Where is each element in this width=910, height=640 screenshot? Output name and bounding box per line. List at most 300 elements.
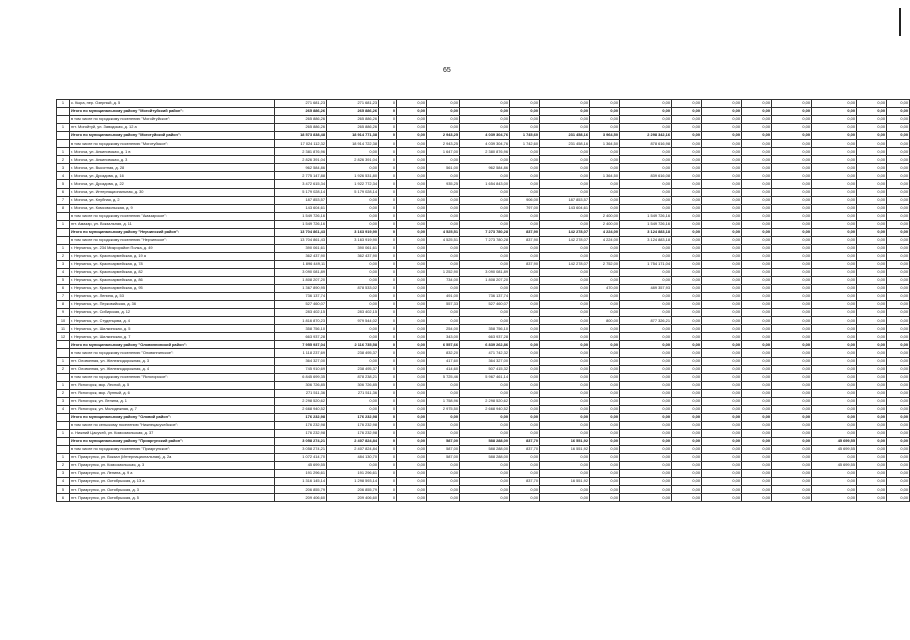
value-cell-12: 0,00 xyxy=(702,462,742,470)
value-cell-15: 0,00 xyxy=(812,309,857,317)
row-number-cell xyxy=(57,132,70,140)
value-cell-7: 0,00 xyxy=(510,108,540,116)
value-cell-5: 557,33 xyxy=(427,301,460,309)
value-cell-8: 0,00 xyxy=(540,301,590,309)
value-cell-10: 1 754 171,04 xyxy=(620,260,672,268)
value-cell-9: 0,00 xyxy=(590,244,620,252)
value-cell-14: 0,00 xyxy=(772,494,812,502)
address-cell: в том числе по городскому поселению "Моготуйское": xyxy=(70,140,275,148)
value-cell-6: 663 937,28 xyxy=(460,333,510,341)
value-cell-17: 0,00 xyxy=(887,293,910,301)
value-cell-6: 0,00 xyxy=(460,172,510,180)
value-cell-2: 306 726,85 xyxy=(327,381,379,389)
row-number-cell: 2 xyxy=(57,462,70,470)
value-cell-11: 0,00 xyxy=(672,470,702,478)
value-cell-12: 0,00 xyxy=(702,349,742,357)
value-cell-1: 306 726,85 xyxy=(275,381,327,389)
value-cell-13: 0,00 xyxy=(742,100,772,108)
value-cell-4: 0,00 xyxy=(397,381,427,389)
value-cell-5: 587,00 xyxy=(427,454,460,462)
value-cell-9: 0,00 xyxy=(590,373,620,381)
value-cell-17: 0,00 xyxy=(887,220,910,228)
value-cell-15: 0,00 xyxy=(812,132,857,140)
value-cell-3: 0 xyxy=(379,268,397,276)
value-cell-16: 0,00 xyxy=(857,325,887,333)
table-row xyxy=(57,252,910,260)
value-cell-11: 0,00 xyxy=(672,244,702,252)
value-cell-1: 143 604,61 xyxy=(275,204,327,212)
row-number-cell xyxy=(57,341,70,349)
value-cell-2: 878 238,21 xyxy=(327,373,379,381)
address-cell: пгт. Ясногорск, ул. Молодежная, д. 7 xyxy=(70,405,275,413)
value-cell-6: 6 839 262,86 xyxy=(460,341,510,349)
value-cell-17: 0,00 xyxy=(887,373,910,381)
value-cell-6: 0,00 xyxy=(460,220,510,228)
value-cell-14: 0,00 xyxy=(772,220,812,228)
value-cell-16: 0,00 xyxy=(857,108,887,116)
value-cell-9: 0,00 xyxy=(590,389,620,397)
value-cell-10: 0,00 xyxy=(620,373,672,381)
value-cell-1: 3 058 274,21 xyxy=(275,446,327,454)
value-cell-14: 0,00 xyxy=(772,228,812,236)
value-cell-17: 0,00 xyxy=(887,333,910,341)
value-cell-2: 0,00 xyxy=(327,268,379,276)
address-cell: в том числе по городскому поселению "Приаргунское": xyxy=(70,446,275,454)
value-cell-12: 0,00 xyxy=(702,244,742,252)
value-cell-5: 0,00 xyxy=(427,421,460,429)
value-cell-9: 0,00 xyxy=(590,148,620,156)
value-cell-14: 0,00 xyxy=(772,437,812,445)
address-cell: г. Могоча, ул. Комсомольская, д. 9 xyxy=(70,204,275,212)
value-cell-10: 0,00 xyxy=(620,421,672,429)
value-cell-16: 0,00 xyxy=(857,341,887,349)
value-cell-2: 1 922 772,34 xyxy=(327,180,379,188)
value-cell-17: 0,00 xyxy=(887,365,910,373)
value-cell-12: 0,00 xyxy=(702,325,742,333)
value-cell-8: 142 278,07 xyxy=(540,260,590,268)
value-cell-7: 0,00 xyxy=(510,462,540,470)
value-cell-8: 0,00 xyxy=(540,285,590,293)
value-cell-10: 878 616,98 xyxy=(620,140,672,148)
value-cell-8: 142 278,07 xyxy=(540,228,590,236)
value-cell-3: 0 xyxy=(379,204,397,212)
value-cell-17: 0,00 xyxy=(887,301,910,309)
value-cell-11: 0,00 xyxy=(672,437,702,445)
value-cell-4: 0,00 xyxy=(397,100,427,108)
value-cell-7: 0,00 xyxy=(510,116,540,124)
value-cell-14: 0,00 xyxy=(772,486,812,494)
value-cell-9: 0,00 xyxy=(590,196,620,204)
value-cell-15: 45 699,55 xyxy=(812,437,857,445)
value-cell-2: 271 681,23 xyxy=(327,100,379,108)
value-cell-17: 0,00 xyxy=(887,277,910,285)
value-cell-14: 0,00 xyxy=(772,236,812,244)
value-cell-2: 18 914 771,38 xyxy=(327,132,379,140)
row-number-cell: 2 xyxy=(57,389,70,397)
value-cell-11: 0,00 xyxy=(672,486,702,494)
value-cell-10: 0,00 xyxy=(620,462,672,470)
table-row xyxy=(57,100,910,108)
value-cell-17: 0,00 xyxy=(887,204,910,212)
row-number-cell xyxy=(57,446,70,454)
value-cell-3: 0 xyxy=(379,341,397,349)
value-cell-6: 0,00 xyxy=(460,100,510,108)
value-cell-9: 2 752,00 xyxy=(590,260,620,268)
value-cell-13: 0,00 xyxy=(742,228,772,236)
value-cell-10: 489 357,93 xyxy=(620,285,672,293)
value-cell-12: 0,00 xyxy=(702,220,742,228)
row-number-cell: 8 xyxy=(57,204,70,212)
value-cell-17: 0,00 xyxy=(887,437,910,445)
value-cell-16: 0,00 xyxy=(857,164,887,172)
value-cell-12: 0,00 xyxy=(702,277,742,285)
value-cell-16: 0,00 xyxy=(857,244,887,252)
row-number-cell: 3 xyxy=(57,470,70,478)
value-cell-6: 0,00 xyxy=(460,108,510,116)
value-cell-3: 0 xyxy=(379,172,397,180)
value-cell-7: 0,00 xyxy=(510,373,540,381)
value-cell-15: 0,00 xyxy=(812,196,857,204)
value-cell-11: 0,00 xyxy=(672,317,702,325)
value-cell-15: 0,00 xyxy=(812,357,857,365)
value-cell-6: 0,00 xyxy=(460,421,510,429)
table-row xyxy=(57,172,910,180)
value-cell-14: 0,00 xyxy=(772,357,812,365)
value-cell-11: 0,00 xyxy=(672,260,702,268)
value-cell-17: 0,00 xyxy=(887,252,910,260)
value-cell-14: 0,00 xyxy=(772,365,812,373)
value-cell-1: 663 937,28 xyxy=(275,333,327,341)
value-cell-13: 0,00 xyxy=(742,373,772,381)
value-cell-11: 0,00 xyxy=(672,204,702,212)
value-cell-11: 0,00 xyxy=(672,341,702,349)
value-cell-9: 0,00 xyxy=(590,204,620,212)
table-row xyxy=(57,486,910,494)
value-cell-17: 0,00 xyxy=(887,196,910,204)
table-row xyxy=(57,132,910,140)
value-cell-3: 0 xyxy=(379,309,397,317)
value-cell-4: 0,00 xyxy=(397,421,427,429)
value-cell-2: 0,00 xyxy=(327,325,379,333)
value-cell-6: 0,00 xyxy=(460,486,510,494)
value-cell-15: 0,00 xyxy=(812,172,857,180)
value-cell-10: 2 298 342,16 xyxy=(620,132,672,140)
value-cell-3: 0 xyxy=(379,357,397,365)
value-cell-9: 0,00 xyxy=(590,277,620,285)
value-cell-16: 0,00 xyxy=(857,478,887,486)
value-cell-12: 0,00 xyxy=(702,309,742,317)
value-cell-4: 0,00 xyxy=(397,212,427,220)
value-cell-3: 0 xyxy=(379,454,397,462)
value-cell-9: 0,00 xyxy=(590,429,620,437)
value-cell-11: 0,00 xyxy=(672,405,702,413)
value-cell-3: 0 xyxy=(379,140,397,148)
value-cell-4: 0,00 xyxy=(397,317,427,325)
table-row xyxy=(57,244,910,252)
value-cell-11: 0,00 xyxy=(672,188,702,196)
value-cell-1: 362 437,90 xyxy=(275,252,327,260)
address-cell: пгт. Ясногорск, мкр. Лесной, д. 5 xyxy=(70,381,275,389)
value-cell-14: 0,00 xyxy=(772,116,812,124)
value-cell-4: 0,00 xyxy=(397,116,427,124)
value-cell-4: 0,00 xyxy=(397,309,427,317)
value-cell-17: 0,00 xyxy=(887,478,910,486)
value-cell-2: 979 544,02 xyxy=(327,317,379,325)
value-cell-16: 0,00 xyxy=(857,293,887,301)
value-cell-16: 0,00 xyxy=(857,140,887,148)
address-cell: пгт. Приаргунск, ул. Ленина, д. 9 а xyxy=(70,470,275,478)
value-cell-9: 0,00 xyxy=(590,325,620,333)
value-cell-10: 0,00 xyxy=(620,116,672,124)
value-cell-12: 0,00 xyxy=(702,148,742,156)
value-cell-4: 0,00 xyxy=(397,164,427,172)
value-cell-1: 176 232,98 xyxy=(275,413,327,421)
value-cell-13: 0,00 xyxy=(742,196,772,204)
value-cell-3: 0 xyxy=(379,285,397,293)
value-cell-16: 0,00 xyxy=(857,260,887,268)
address-cell: г. Нерчинск, ул. Красноармейская, д. 19 а xyxy=(70,252,275,260)
value-cell-13: 0,00 xyxy=(742,470,772,478)
value-cell-6: 364 327,00 xyxy=(460,357,510,365)
value-cell-10: 0,00 xyxy=(620,252,672,260)
value-cell-9: 1 364,50 xyxy=(590,172,620,180)
value-cell-11: 0,00 xyxy=(672,349,702,357)
value-cell-17: 0,00 xyxy=(887,148,910,156)
value-cell-15: 0,00 xyxy=(812,228,857,236)
value-cell-9: 0,00 xyxy=(590,454,620,462)
value-cell-5: 0,00 xyxy=(427,470,460,478)
value-cell-7: 0,00 xyxy=(510,454,540,462)
value-cell-5: 0,00 xyxy=(427,100,460,108)
value-cell-16: 0,00 xyxy=(857,446,887,454)
value-cell-4: 0,00 xyxy=(397,373,427,381)
value-cell-15: 0,00 xyxy=(812,454,857,462)
value-cell-8: 0,00 xyxy=(540,349,590,357)
value-cell-3: 0 xyxy=(379,478,397,486)
page-edge-mark xyxy=(899,8,901,36)
value-cell-11: 0,00 xyxy=(672,180,702,188)
value-cell-17: 0,00 xyxy=(887,108,910,116)
value-cell-1: 2 298 520,62 xyxy=(275,397,327,405)
value-cell-14: 0,00 xyxy=(772,108,812,116)
value-cell-1: 265 886,26 xyxy=(275,124,327,132)
value-cell-12: 0,00 xyxy=(702,100,742,108)
value-cell-15: 0,00 xyxy=(812,140,857,148)
value-cell-14: 0,00 xyxy=(772,188,812,196)
row-number-cell: 6 xyxy=(57,188,70,196)
value-cell-17: 0,00 xyxy=(887,325,910,333)
value-cell-16: 0,00 xyxy=(857,309,887,317)
value-cell-11: 0,00 xyxy=(672,124,702,132)
value-cell-15: 0,00 xyxy=(812,365,857,373)
value-cell-14: 0,00 xyxy=(772,293,812,301)
value-cell-15: 0,00 xyxy=(812,156,857,164)
value-cell-13: 0,00 xyxy=(742,172,772,180)
value-cell-5: 734,00 xyxy=(427,277,460,285)
value-cell-8: 0,00 xyxy=(540,164,590,172)
value-cell-9: 0,00 xyxy=(590,164,620,172)
table-body xyxy=(57,100,910,502)
value-cell-7: 0,00 xyxy=(510,188,540,196)
value-cell-11: 0,00 xyxy=(672,132,702,140)
value-cell-8: 0,00 xyxy=(540,172,590,180)
value-cell-2: 1 926 531,80 xyxy=(327,172,379,180)
value-cell-3: 0 xyxy=(379,188,397,196)
value-cell-3: 0 xyxy=(379,317,397,325)
table-row xyxy=(57,148,910,156)
value-cell-6: 0,00 xyxy=(460,381,510,389)
value-cell-2: 878 533,02 xyxy=(327,285,379,293)
table-row xyxy=(57,277,910,285)
value-cell-3: 0 xyxy=(379,244,397,252)
value-cell-2: 0,00 xyxy=(327,293,379,301)
table-row xyxy=(57,204,910,212)
value-cell-3: 0 xyxy=(379,164,397,172)
value-cell-2: 0,00 xyxy=(327,148,379,156)
value-cell-12: 0,00 xyxy=(702,156,742,164)
value-cell-2: 283 402,15 xyxy=(327,309,379,317)
table-row xyxy=(57,285,910,293)
value-cell-16: 0,00 xyxy=(857,285,887,293)
value-cell-13: 0,00 xyxy=(742,140,772,148)
address-cell: Итого по муниципальному району "Могойтуйский район": xyxy=(70,108,275,116)
value-cell-7: 0,00 xyxy=(510,100,540,108)
value-cell-14: 0,00 xyxy=(772,268,812,276)
value-cell-16: 0,00 xyxy=(857,397,887,405)
value-cell-4: 0,00 xyxy=(397,437,427,445)
value-cell-9: 0,00 xyxy=(590,462,620,470)
value-cell-9: 4 224,00 xyxy=(590,236,620,244)
value-cell-14: 0,00 xyxy=(772,132,812,140)
value-cell-3: 0 xyxy=(379,389,397,397)
value-cell-6: 0,00 xyxy=(460,124,510,132)
value-cell-9: 0,00 xyxy=(590,486,620,494)
value-cell-3: 0 xyxy=(379,333,397,341)
table-row xyxy=(57,357,910,365)
value-cell-6: 588 288,00 xyxy=(460,446,510,454)
address-cell: г. Могоча, ул. Анкиновская, д. 1 в xyxy=(70,148,275,156)
value-cell-16: 0,00 xyxy=(857,317,887,325)
value-cell-8: 231 458,16 xyxy=(540,132,590,140)
address-cell: Итого по муниципальному району "Моготуйский район": xyxy=(70,132,275,140)
row-number-cell: 1 xyxy=(57,244,70,252)
value-cell-13: 0,00 xyxy=(742,405,772,413)
value-cell-15: 0,00 xyxy=(812,220,857,228)
value-cell-9: 0,00 xyxy=(590,478,620,486)
value-cell-12: 0,00 xyxy=(702,132,742,140)
value-cell-9: 3 964,50 xyxy=(590,132,620,140)
value-cell-4: 0,00 xyxy=(397,494,427,502)
row-number-cell: 3 xyxy=(57,260,70,268)
value-cell-4: 0,00 xyxy=(397,124,427,132)
value-cell-4: 0,00 xyxy=(397,486,427,494)
value-cell-16: 0,00 xyxy=(857,180,887,188)
value-cell-13: 0,00 xyxy=(742,325,772,333)
value-cell-15: 0,00 xyxy=(812,180,857,188)
value-cell-4: 0,00 xyxy=(397,140,427,148)
value-cell-15: 0,00 xyxy=(812,397,857,405)
value-cell-1: 271 511,36 xyxy=(275,389,327,397)
value-cell-12: 0,00 xyxy=(702,212,742,220)
table-row xyxy=(57,188,910,196)
value-cell-3: 0 xyxy=(379,421,397,429)
value-cell-9: 2 400,00 xyxy=(590,220,620,228)
value-cell-8: 0,00 xyxy=(540,462,590,470)
table-row xyxy=(57,429,910,437)
value-cell-9: 1 364,50 xyxy=(590,140,620,148)
row-number-cell: 4 xyxy=(57,405,70,413)
value-cell-16: 0,00 xyxy=(857,357,887,365)
value-cell-14: 0,00 xyxy=(772,244,812,252)
value-cell-3: 0 xyxy=(379,228,397,236)
value-cell-1: 265 886,26 xyxy=(275,116,327,124)
value-cell-7: 0,00 xyxy=(510,252,540,260)
value-cell-1: 2 775 147,88 xyxy=(275,172,327,180)
address-cell: пгт. Оловянная, ул. Железнодорожная, д. 4 xyxy=(70,365,275,373)
value-cell-12: 0,00 xyxy=(702,357,742,365)
value-cell-15: 0,00 xyxy=(812,349,857,357)
value-cell-7: 1 742,60 xyxy=(510,140,540,148)
value-cell-1: 45 699,55 xyxy=(275,462,327,470)
value-cell-3: 0 xyxy=(379,494,397,502)
value-cell-5: 254,00 xyxy=(427,325,460,333)
value-cell-6: 0,00 xyxy=(460,260,510,268)
value-cell-16: 0,00 xyxy=(857,252,887,260)
table-row xyxy=(57,446,910,454)
value-cell-15: 45 699,55 xyxy=(812,462,857,470)
value-cell-3: 0 xyxy=(379,260,397,268)
value-cell-9: 0,00 xyxy=(590,357,620,365)
value-cell-5: 0,00 xyxy=(427,462,460,470)
row-number-cell: 1 xyxy=(57,148,70,156)
value-cell-10: 0,00 xyxy=(620,454,672,462)
value-cell-3: 0 xyxy=(379,180,397,188)
value-cell-10: 0,00 xyxy=(620,180,672,188)
value-cell-5: 0,00 xyxy=(427,244,460,252)
value-cell-14: 0,00 xyxy=(772,301,812,309)
value-cell-13: 0,00 xyxy=(742,349,772,357)
value-cell-16: 0,00 xyxy=(857,429,887,437)
value-cell-7: 0,00 xyxy=(510,421,540,429)
row-number-cell xyxy=(57,116,70,124)
value-cell-1: 1 816 870,23 xyxy=(275,317,327,325)
row-number-cell: 6 xyxy=(57,494,70,502)
value-cell-4: 0,00 xyxy=(397,341,427,349)
value-cell-1: 3 472 615,34 xyxy=(275,180,327,188)
value-cell-13: 0,00 xyxy=(742,341,772,349)
value-cell-10: 0,00 xyxy=(620,478,672,486)
value-cell-17: 0,00 xyxy=(887,429,910,437)
value-cell-7: 0,00 xyxy=(510,486,540,494)
value-cell-13: 0,00 xyxy=(742,478,772,486)
row-number-cell: 4 xyxy=(57,478,70,486)
value-cell-2: 484 130,70 xyxy=(327,454,379,462)
value-cell-1: 1 549 726,16 xyxy=(275,220,327,228)
value-cell-3: 0 xyxy=(379,349,397,357)
value-cell-9: 0,00 xyxy=(590,124,620,132)
row-number-cell: 2 xyxy=(57,156,70,164)
value-cell-2: 2 826 391,04 xyxy=(327,156,379,164)
value-cell-3: 0 xyxy=(379,462,397,470)
value-cell-16: 0,00 xyxy=(857,494,887,502)
value-cell-13: 0,00 xyxy=(742,244,772,252)
value-cell-7: 0,00 xyxy=(510,470,540,478)
value-cell-15: 0,00 xyxy=(812,260,857,268)
value-cell-6: 7 273 780,28 xyxy=(460,236,510,244)
value-cell-11: 0,00 xyxy=(672,100,702,108)
value-cell-6: 7 273 780,28 xyxy=(460,228,510,236)
value-cell-3: 0 xyxy=(379,470,397,478)
